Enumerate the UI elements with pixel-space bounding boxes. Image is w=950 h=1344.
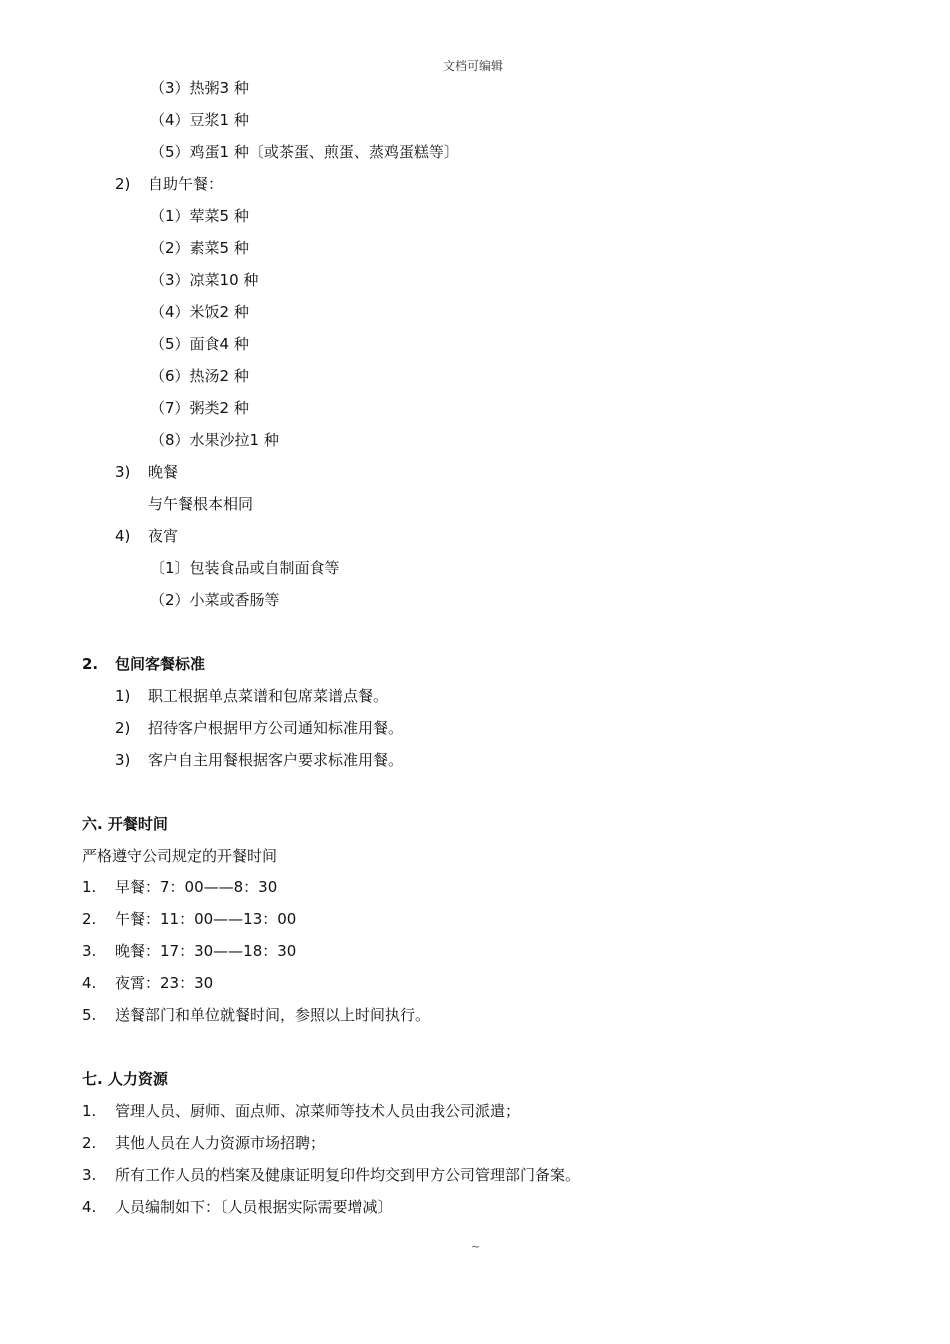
hr-item-number: 2. xyxy=(82,1134,97,1152)
meal-time-number: 1. xyxy=(82,878,97,896)
page-footer-mark: ~ xyxy=(471,1240,481,1253)
breakfast-item: （5）鸡蛋1 种〔或茶蛋、煎蛋、蒸鸡蛋糕等〕 xyxy=(150,143,459,161)
dinner-number: 3) xyxy=(115,463,131,481)
breakfast-item: （4）豆浆1 种 xyxy=(150,111,249,129)
meal-time-text: 夜霄：23：30 xyxy=(115,974,214,992)
meal-time-number: 3. xyxy=(82,942,97,960)
meal-time-number: 2. xyxy=(82,910,97,928)
night-number: 4) xyxy=(115,527,131,545)
private-room-item-text: 职工根据单点菜谱和包席菜谱点餐。 xyxy=(148,687,389,705)
lunch-number: 2) xyxy=(115,175,131,193)
dinner-note: 与午餐根本相同 xyxy=(148,495,254,513)
meal-time-number: 5. xyxy=(82,1006,97,1024)
hr-item-text: 人员编制如下：〔人员根据实际需要增减〕 xyxy=(115,1198,393,1216)
page-header: 文档可编辑 xyxy=(443,59,504,73)
lunch-item: （2）素菜5 种 xyxy=(150,239,249,257)
night-item: （2）小菜或香肠等 xyxy=(150,591,280,609)
lunch-item: （1）荤菜5 种 xyxy=(150,207,249,225)
hr-item-number: 3. xyxy=(82,1166,97,1184)
lunch-item: （4）米饭2 种 xyxy=(150,303,249,321)
hr-item-text: 所有工作人员的档案及健康证明复印件均交到甲方公司管理部门备案。 xyxy=(115,1166,581,1184)
meal-time-text: 午餐：11：00——13：00 xyxy=(115,910,297,928)
section-7-title: 七. 人力资源 xyxy=(82,1070,168,1088)
private-room-item-number: 3) xyxy=(115,751,131,769)
private-room-item-text: 客户自主用餐根据客户要求标准用餐。 xyxy=(148,751,404,769)
lunch-item: （8）水果沙拉1 种 xyxy=(150,431,279,449)
lunch-item: （5）面食4 种 xyxy=(150,335,249,353)
lunch-item: （6）热汤2 种 xyxy=(150,367,249,385)
hr-item-number: 1. xyxy=(82,1102,97,1120)
meal-time-text: 早餐：7：00——8：30 xyxy=(115,878,278,896)
night-title: 夜宵 xyxy=(148,527,179,545)
night-item: 〔1〕包装食品或自制面食等 xyxy=(150,559,340,577)
section-6-intro: 严格遵守公司规定的开餐时间 xyxy=(82,847,278,865)
hr-item-text: 管理人员、厨师、面点师、凉菜师等技术人员由我公司派遣； xyxy=(115,1102,521,1120)
section-6-title: 六. 开餐时间 xyxy=(82,815,168,833)
meal-time-text: 送餐部门和单位就餐时间，参照以上时间执行。 xyxy=(115,1006,431,1024)
lunch-item: （7）粥类2 种 xyxy=(150,399,249,417)
private-room-item-number: 1) xyxy=(115,687,131,705)
private-room-number: 2. xyxy=(82,655,99,673)
private-room-item-number: 2) xyxy=(115,719,131,737)
dinner-title: 晚餐 xyxy=(148,463,179,481)
lunch-item: （3）凉菜10 种 xyxy=(150,271,259,289)
hr-item-text: 其他人员在人力资源市场招聘； xyxy=(115,1134,326,1152)
meal-time-number: 4. xyxy=(82,974,97,992)
hr-item-number: 4. xyxy=(82,1198,97,1216)
lunch-title: 自助午餐： xyxy=(148,175,224,193)
private-room-title: 包间客餐标准 xyxy=(115,655,206,673)
private-room-item-text: 招待客户根据甲方公司通知标准用餐。 xyxy=(148,719,404,737)
breakfast-item: （3）热粥3 种 xyxy=(150,79,249,97)
meal-time-text: 晚餐：17：30——18：30 xyxy=(115,942,297,960)
